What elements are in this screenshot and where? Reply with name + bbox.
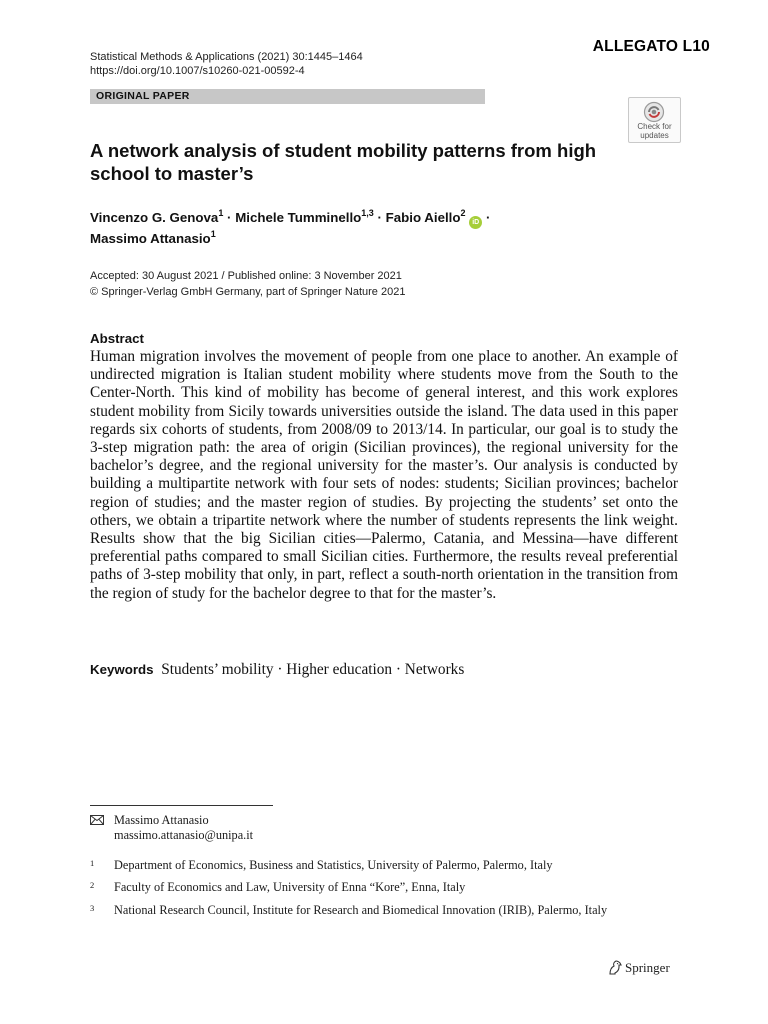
corresponding-author-email[interactable]: massimo.attanasio@unipa.it — [114, 828, 254, 842]
abstract-body: Human migration involves the movement of people from one place to another. An example of undirected migration is Italian student mobility where students move from the South to the Center-North. This kind of mobility has become of general interest, and this work explores student mobility from Sicily towards universities outside the island. The data used in this paper regards six cohorts of students, from 2008/09 to 2013/14. In particular, our goal is to study the 3-step migration path: the area of origin (Sicilian provinces), the regional university for the bachelor’s degree, and the regional university for the master’s. Our analysis is conducted by building a multipartite network with four sets of nodes: students; Sicilian provinces; bachelor region of studies; and the master region of studies. By projecting the students’ set onto the others, we obtain a tripartite network where the number of students represents the link weight. Results show that the big Sicilian cities—Palermo, Catania, and Messina—have different preferential paths compared to small Sicilian cities. Furthermore, the results reveal preferential paths of 3-step mobility that only, in part, reflect a south-north orientation in the transition from the region of study for the bachelor degree to that for the master’s. — [90, 348, 678, 602]
author-name[interactable]: Michele Tumminello — [235, 210, 362, 225]
springer-horse-icon — [607, 960, 623, 975]
orcid-icon[interactable]: iD — [469, 216, 482, 229]
affiliation-text: National Research Council, Institute for Research and Biomedical Innovation (IRIB), Palermo, Italy — [114, 903, 608, 917]
paper-type-label: ORIGINAL PAPER — [96, 90, 190, 102]
check-for-updates-badge[interactable] — [628, 97, 681, 143]
journal-citation: Statistical Methods & Applications (2021) 30:1445–1464 — [90, 51, 363, 63]
affiliation-text: Department of Economics, Business and Statistics, University of Palermo, Palermo, Italy — [114, 858, 553, 872]
publication-dates — [90, 268, 405, 300]
paper-type-bar — [90, 89, 485, 104]
author-name[interactable]: Massimo Attanasio — [90, 231, 211, 246]
check-for-updates-icon — [642, 101, 666, 123]
author-affiliation: 1 — [218, 208, 224, 218]
author-affiliation: 2 — [460, 208, 466, 218]
affiliation-number: 1 — [90, 858, 95, 868]
paper-title: A network analysis of student mobility patterns from high school to master’s — [90, 140, 597, 184]
badge-line1: Check for — [637, 122, 672, 131]
author-separator: · — [485, 210, 491, 225]
author-separator: · — [227, 210, 232, 225]
keywords-text: Students’ mobility · Higher education · Networks — [161, 661, 465, 678]
keywords-label: Keywords — [90, 662, 154, 677]
abstract-heading: Abstract — [90, 331, 144, 346]
accepted-published-line: Accepted: 30 August 2021 / Published online: 3 November 2021 — [90, 270, 402, 282]
keywords — [90, 661, 464, 679]
author-affiliation: 1,3 — [361, 208, 374, 218]
footnote-divider — [90, 805, 273, 806]
author-name[interactable]: Vincenzo G. Genova — [90, 210, 219, 225]
doi-link[interactable]: https://doi.org/10.1007/s10260-021-00592-4 — [90, 65, 305, 77]
author-name[interactable]: Fabio Aiello — [385, 210, 461, 225]
allegato-stamp: ALLEGATO L10 — [592, 38, 710, 55]
mail-icon — [90, 815, 104, 825]
badge-line2: updates — [640, 131, 669, 140]
author-affiliation: 1 — [210, 229, 216, 239]
publisher-name: Springer — [625, 960, 670, 975]
springer-logo — [607, 960, 670, 976]
corresponding-author-name: Massimo Attanasio — [114, 813, 209, 827]
affiliation-text: Faculty of Economics and Law, University of Enna “Kore”, Enna, Italy — [114, 880, 466, 894]
affiliation-number: 3 — [90, 903, 95, 913]
author-separator: · — [377, 210, 382, 225]
author-list — [90, 208, 650, 248]
copyright-line: © Springer-Verlag GmbH Germany, part of Springer Nature 2021 — [90, 286, 406, 298]
affiliation-number: 2 — [90, 880, 95, 890]
